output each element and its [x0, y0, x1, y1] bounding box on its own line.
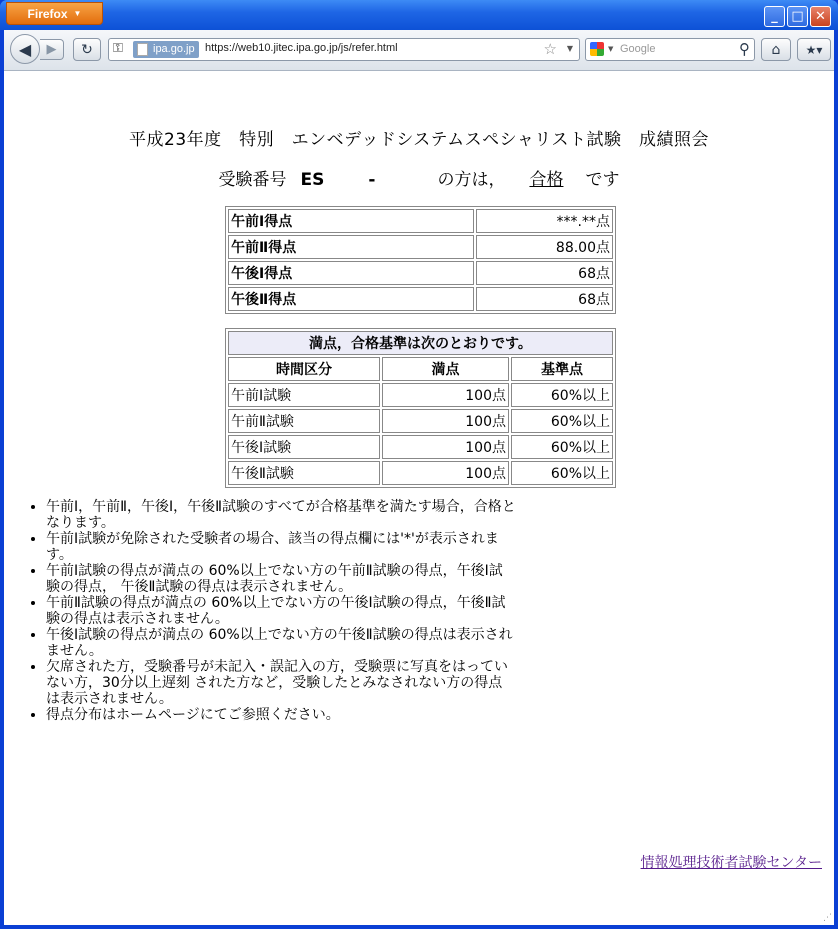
max-score: 100点	[382, 435, 509, 459]
minimize-button[interactable]: _	[764, 6, 785, 27]
site-identity-button[interactable]	[133, 41, 199, 58]
forward-arrow-icon: ▶	[46, 42, 57, 57]
reload-icon: ↻	[81, 41, 93, 58]
magnifier-icon[interactable]: ⚲	[739, 40, 750, 58]
score-label: 午後Ⅰ得点	[228, 261, 474, 285]
table-row	[228, 235, 613, 259]
table-caption-row	[228, 331, 613, 355]
firefox-menu-button[interactable]	[6, 2, 103, 25]
home-button[interactable]	[761, 38, 791, 61]
score-table	[225, 206, 616, 314]
table-row	[228, 287, 613, 311]
title-bar	[0, 0, 838, 30]
chevron-down-icon: ▼	[73, 9, 82, 18]
column-header: 満点	[382, 357, 509, 381]
resize-grip-icon[interactable]: ⋰	[823, 913, 832, 923]
table-header-row	[228, 357, 613, 381]
table-row	[228, 209, 613, 233]
home-icon: ⌂	[771, 41, 781, 58]
google-logo-icon[interactable]	[590, 42, 604, 56]
ipa-center-link[interactable]: 情報処理技術者試験センター	[640, 855, 822, 871]
list-item: • 得点分布はホームページにてご参照ください。	[46, 707, 516, 723]
max-score: 100点	[382, 409, 509, 433]
notes-list	[30, 499, 516, 723]
back-arrow-icon: ◀	[18, 39, 32, 59]
max-score: 100点	[382, 461, 509, 485]
result-suffix: です	[585, 170, 620, 190]
address-bar[interactable]	[108, 38, 580, 61]
score-label: 午後Ⅱ得点	[228, 287, 474, 311]
forward-button[interactable]	[40, 39, 64, 60]
search-input[interactable]: Google	[620, 43, 656, 55]
table-row	[228, 261, 613, 285]
back-button[interactable]	[10, 34, 40, 64]
firefox-menu-label: Firefox	[27, 6, 68, 21]
table-row	[228, 435, 613, 459]
score-value: 88.00点	[476, 235, 613, 259]
close-button[interactable]: ✕	[810, 6, 831, 27]
search-engine-dropdown-icon[interactable]: ▼	[608, 45, 614, 53]
list-item: • 午前Ⅰ試験が免除された受験者の場合、該当の得点欄には'*'が表示されます。	[46, 531, 516, 563]
bookmarks-button[interactable]	[797, 38, 831, 61]
reload-button[interactable]	[73, 38, 101, 61]
list-item: • 午後Ⅰ試験の得点が満点の 60%以上でない方の午後Ⅱ試験の得点は表示されません。	[46, 627, 516, 659]
pass-score: 60%以上	[511, 435, 613, 459]
search-bar[interactable]	[585, 38, 755, 61]
score-label: 午前Ⅱ得点	[228, 235, 474, 259]
max-score: 100点	[382, 383, 509, 407]
score-value: 68点	[476, 261, 613, 285]
site-identity-label: ipa.go.jp	[153, 43, 195, 55]
table-row	[228, 409, 613, 433]
list-item: • 午前Ⅱ試験の得点が満点の 60%以上でない方の午後Ⅰ試験の得点，午後Ⅱ試験の得点は表示されません。	[46, 595, 516, 627]
bookmarks-icon: ★▾	[805, 42, 823, 57]
table-row	[228, 383, 613, 407]
column-header: 時間区分	[228, 357, 380, 381]
exam-part: 午後Ⅰ試験	[228, 435, 380, 459]
criteria-caption: 満点，合格基準は次のとおりです。	[228, 331, 613, 355]
bookmark-star-icon[interactable]: ☆	[543, 40, 557, 58]
table-row	[228, 461, 613, 485]
pass-score: 60%以上	[511, 461, 613, 485]
list-item: • 午前Ⅰ，午前Ⅱ，午後Ⅰ，午後Ⅱ試験のすべてが合格基準を満たす場合，合格となります。	[46, 499, 516, 531]
list-item: • 欠席された方，受験番号が未記入・誤記入の方，受験票に写真をはっていない方，30分以上遅刻 された方など，受験したとみなされない方の得点は表示されません。	[46, 659, 516, 707]
exam-number-dash: -	[368, 170, 376, 190]
column-header: 基準点	[511, 357, 613, 381]
exam-part: 午後Ⅱ試験	[228, 461, 380, 485]
navigation-toolbar	[4, 30, 834, 71]
result-middle-text: の方は，	[437, 170, 506, 190]
score-value: ***.**点	[476, 209, 613, 233]
maximize-button[interactable]: □	[787, 6, 808, 27]
pass-score: 60%以上	[511, 383, 613, 407]
key-icon: ⚿	[113, 41, 123, 56]
exam-part: 午前Ⅱ試験	[228, 409, 380, 433]
result-line	[4, 165, 834, 190]
result-status: 合格	[529, 170, 564, 190]
score-label: 午前Ⅰ得点	[228, 209, 474, 233]
score-value: 68点	[476, 287, 613, 311]
list-item: • 午前Ⅰ試験の得点が満点の 60%以上でない方の午前Ⅱ試験の得点，午後Ⅰ試験の得点， 午後Ⅱ試験の得点は表示されません。	[46, 563, 516, 595]
page-title: 平成23年度 特別 エンベデッドシステムスペシャリスト試験 成績照会	[129, 130, 709, 150]
criteria-table	[225, 328, 616, 488]
exam-number-prefix: ES	[300, 170, 325, 190]
exam-number-label: 受験番号	[218, 170, 287, 190]
page-icon	[137, 43, 148, 56]
page-content	[4, 71, 834, 925]
url-text[interactable]: https://web10.jitec.ipa.go.jp/js/refer.html	[205, 42, 398, 54]
pass-score: 60%以上	[511, 409, 613, 433]
url-dropdown-icon[interactable]: ▼	[566, 44, 573, 53]
exam-part: 午前Ⅰ試験	[228, 383, 380, 407]
